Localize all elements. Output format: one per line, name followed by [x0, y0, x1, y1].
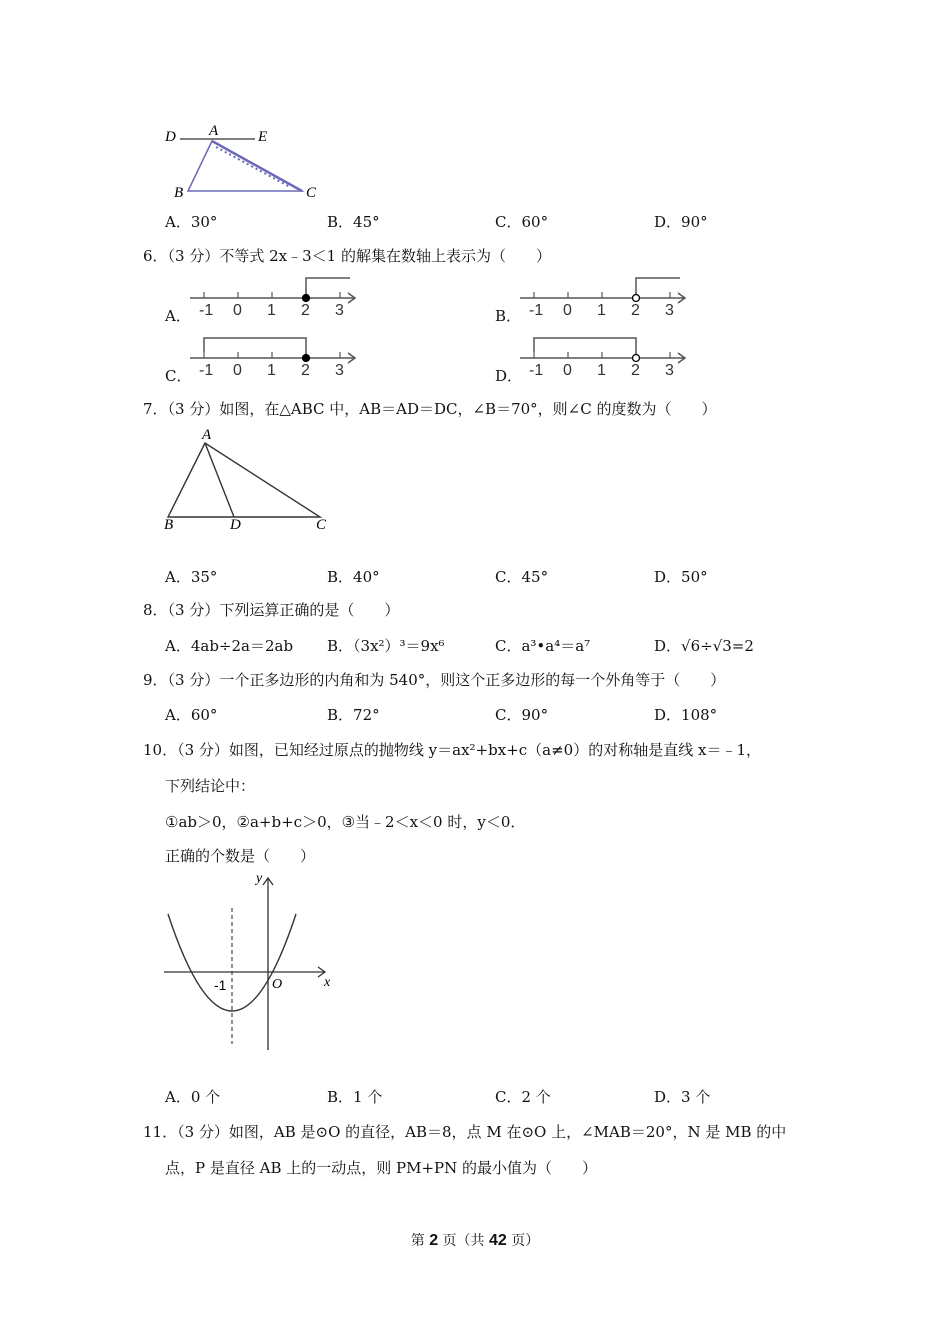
tick-label: 3: [665, 362, 674, 379]
label-D: D: [165, 129, 176, 145]
tick-label: 0: [233, 362, 242, 379]
q6-stem: 6．（3 分）不等式 2x﹣3＜1 的解集在数轴上表示为（ ）: [143, 247, 551, 265]
q7-option-c[interactable]: C．45°: [495, 568, 549, 586]
q9-option-c[interactable]: C．90°: [495, 706, 549, 724]
q8-option-a[interactable]: A．4ab÷2a＝2ab: [165, 637, 294, 655]
q6-option-a-label[interactable]: A．: [165, 307, 191, 325]
q7-option-a[interactable]: A．35°: [165, 568, 218, 586]
q10-stem-line2: 下列结论中：: [165, 777, 256, 795]
label-A: A: [202, 427, 212, 443]
q8-option-b[interactable]: B．（3x²）³＝9x⁶: [327, 637, 445, 655]
tick-label: -1: [199, 302, 214, 319]
number-line-a[interactable]: [190, 270, 365, 320]
number-line-d[interactable]: [520, 330, 695, 380]
tick-label: 3: [335, 302, 344, 319]
q10-option-d[interactable]: D．3 个: [654, 1088, 711, 1106]
q11-stem-line1: 11．（3 分）如图，AB 是⊙O 的直径，AB＝8，点 M 在⊙O 上，∠MAB＝20°，N 是 MB 的中: [143, 1123, 787, 1141]
tick-label: 1: [267, 362, 276, 379]
label-A: A: [209, 123, 219, 139]
q6-option-b-label[interactable]: B．: [495, 307, 522, 325]
label-C: C: [306, 185, 317, 201]
solution-ray: [306, 278, 350, 298]
tick-label: -1: [529, 362, 544, 379]
footer-pre: 第: [410, 1233, 425, 1249]
open-point: [633, 295, 640, 302]
q10-option-b[interactable]: B．1 个: [327, 1088, 383, 1106]
label-E: E: [258, 129, 268, 145]
tick-label: 1: [267, 302, 276, 319]
tick-label: -1: [199, 362, 214, 379]
q10-parabola-graph: [160, 868, 340, 1058]
label-B: B: [174, 185, 184, 201]
label-B: B: [164, 517, 174, 533]
tick-label: 2: [631, 362, 640, 379]
q5-option-a[interactable]: A．30°: [165, 213, 218, 231]
q11-stem-line2: 点，P 是直径 AB 上的一动点，则 PM+PN 的最小值为（ ）: [165, 1159, 598, 1177]
q7-option-b[interactable]: B．40°: [327, 568, 380, 586]
tick-label: 3: [335, 362, 344, 379]
tick-label: 2: [301, 302, 310, 319]
tick-label: 2: [631, 302, 640, 319]
q10-option-c[interactable]: C．2 个: [495, 1088, 551, 1106]
closed-point: [303, 355, 310, 362]
q9-option-b[interactable]: B．72°: [327, 706, 380, 724]
number-line-b[interactable]: [520, 270, 695, 320]
q7-triangle-figure: [160, 425, 340, 535]
tick-label: 0: [563, 362, 572, 379]
q7-option-d[interactable]: D．50°: [654, 568, 708, 586]
tick-label: 1: [597, 302, 606, 319]
solution-ray: [636, 278, 680, 298]
tick-label-neg1: -1: [214, 977, 227, 993]
q6-option-d-label[interactable]: D．: [495, 367, 523, 385]
tick-label: 0: [233, 302, 242, 319]
q5-option-d[interactable]: D．90°: [654, 213, 708, 231]
q10-option-a[interactable]: A．0 个: [165, 1088, 221, 1106]
tick-label: 3: [665, 302, 674, 319]
closed-point: [303, 295, 310, 302]
q6-option-c-label[interactable]: C．: [165, 367, 192, 385]
axis-label-x: x: [324, 975, 331, 990]
q5-triangle-figure: [160, 125, 330, 205]
q10-conclusions: ①ab＞0，②a+b+c＞0，③当﹣2＜x＜0 时，y＜0．: [165, 813, 526, 831]
tick-label: -1: [529, 302, 544, 319]
tick-label: 2: [301, 362, 310, 379]
origin-label: O: [272, 977, 283, 992]
open-point: [633, 355, 640, 362]
footer-page-number: 2: [429, 1232, 439, 1249]
number-line-c[interactable]: [190, 330, 365, 380]
q9-stem: 9．（3 分）一个正多边形的内角和为 540°，则这个正多边形的每一个外角等于（ ）: [143, 671, 726, 689]
q8-stem: 8．（3 分）下列运算正确的是（ ）: [143, 601, 400, 619]
q8-option-d[interactable]: D．√6÷√3=2: [654, 637, 754, 655]
axis-label-y: y: [256, 871, 263, 886]
solution-ray: [534, 338, 636, 358]
q10-stem-line1: 10．（3 分）如图，已知经过原点的抛物线 y＝ax²+bx+c（a≠0）的对称轴是直线 x＝﹣1，: [143, 741, 761, 759]
label-D: D: [230, 517, 241, 533]
tick-label: 0: [563, 302, 572, 319]
tick-label: 1: [597, 362, 606, 379]
page-footer: [0, 1230, 950, 1250]
q9-option-a[interactable]: A．60°: [165, 706, 218, 724]
q5-option-c[interactable]: C．60°: [495, 213, 549, 231]
footer-mid: 页（共: [442, 1233, 485, 1249]
q7-stem: 7．（3 分）如图，在△ABC 中，AB＝AD＝DC，∠B＝70°，则∠C 的度数为（ ）: [143, 400, 717, 418]
q10-stem-line4: 正确的个数是（ ）: [165, 847, 316, 865]
q8-option-c[interactable]: C．a³•a⁴＝a⁷: [495, 637, 591, 655]
q5-option-b[interactable]: B．45°: [327, 213, 380, 231]
footer-post: 页）: [511, 1233, 540, 1249]
footer-total-pages: 42: [489, 1232, 507, 1249]
q9-option-d[interactable]: D．108°: [654, 706, 718, 724]
label-C: C: [316, 517, 327, 533]
solution-ray: [204, 338, 306, 358]
